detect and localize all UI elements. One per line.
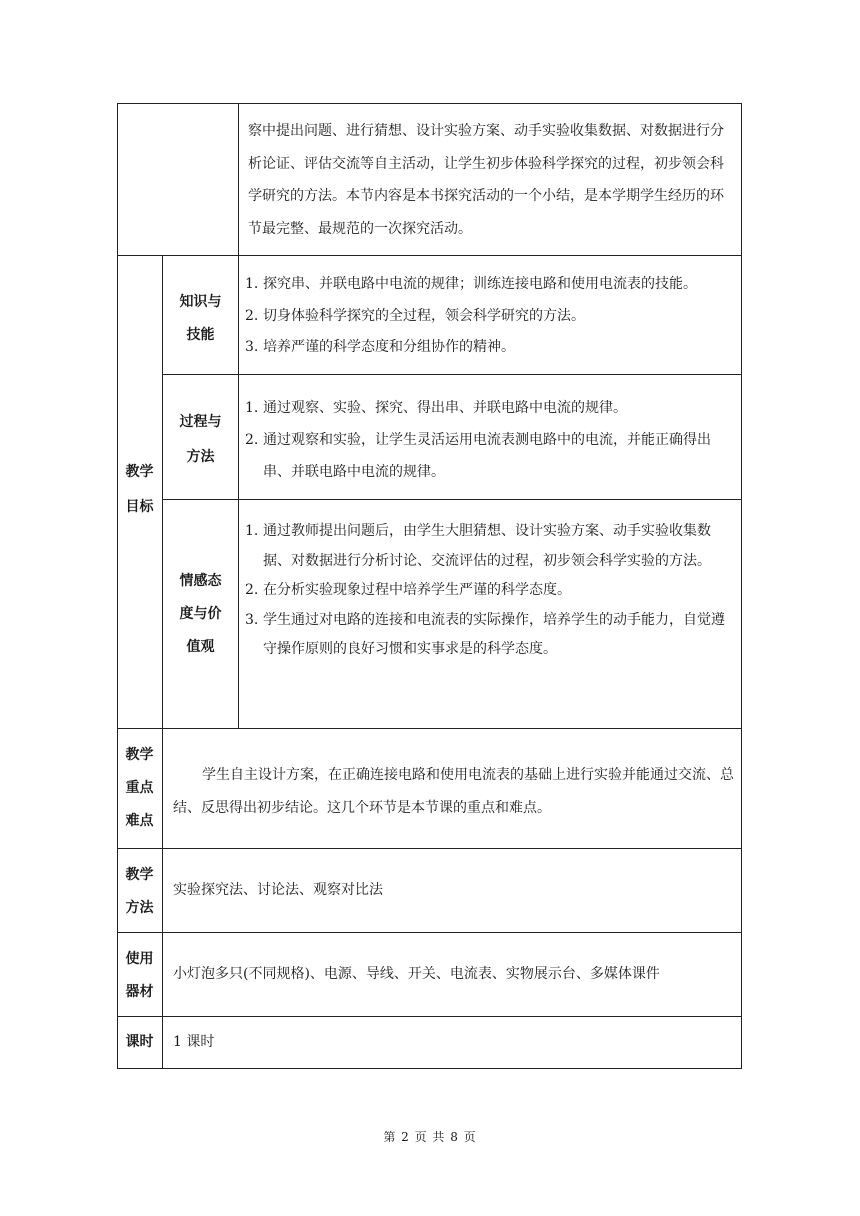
list-item: 1. 探究串、并联电路中电流的规律；训练连接电路和使用电流表的技能。 [245,276,697,292]
emotion-label: 情感态 度与价 值观 [179,573,222,655]
list-item: 1. 通过观察、实验、探究、得出串、并联电路中电流的规律。 [245,400,627,416]
intro-text: 察中提出问题、进行猜想、设计实验方案、动手实验收集数据、对数据进行分析论证、评估交流等自主活动，让学生初步体验科学探究的过程，初步领会科学研究的方法。本节内容是本书探究活动的一个小结，是本学期学生经历的环节最完整、最规范的一次探究活动。 [248,123,724,237]
keypoints-label: 教学 重点 难点 [125,747,154,829]
list-item: 2. 通过观察和实验，让学生灵活运用电流表测电路中的电流，并能正确得出串、并联电路中电流的规律。 [245,432,711,480]
list-item: 3. 学生通过对电路的连接和电流表的实际操作，培养学生的动手能力，自觉遵守操作原则的良好习惯和实事求是的科学态度。 [245,611,725,657]
method-text: 实验探究法、讨论法、观察对比法 [173,882,383,898]
knowledge-list [245,269,737,364]
objectives-label: 教学 目标 [125,464,154,515]
hours-label: 课时 [125,1034,154,1050]
process-list [245,392,737,488]
equipment-text: 小灯泡多只(不同规格)、电源、导线、开关、电流表、实物展示台、多媒体课件 [173,966,660,982]
equipment-label: 使用 器材 [125,951,154,1000]
lesson-plan-table [117,103,742,1069]
knowledge-label: 知识与 技能 [179,294,222,343]
keypoints-text: 学生自主设计方案，在正确连接电路和使用电流表的基础上进行实验并能通过交流、总结、反思得出初步结论。这几个环节是本节课的重点和难点。 [173,767,734,816]
list-item: 2. 切身体验科学探究的全过程，领会科学研究的方法。 [245,307,585,324]
page-footer: 第 2 页 共 8 页 [383,1130,477,1144]
method-label: 教学 方法 [125,867,154,916]
hours-text: 1 课时 [173,1034,215,1050]
emotion-list [245,517,737,665]
list-item: 2. 在分析实验现象过程中培养学生严谨的科学态度。 [245,582,571,598]
process-label: 过程与 方法 [179,414,222,465]
list-item: 3. 培养严谨的科学态度和分组协作的精神。 [245,339,515,355]
list-item: 1. 通过教师提出问题后，由学生大胆猜想、设计实验方案、动手实验收集数据、对数据进行分析讨论、交流评估的过程，初步领会科学实验的方法。 [245,523,711,569]
